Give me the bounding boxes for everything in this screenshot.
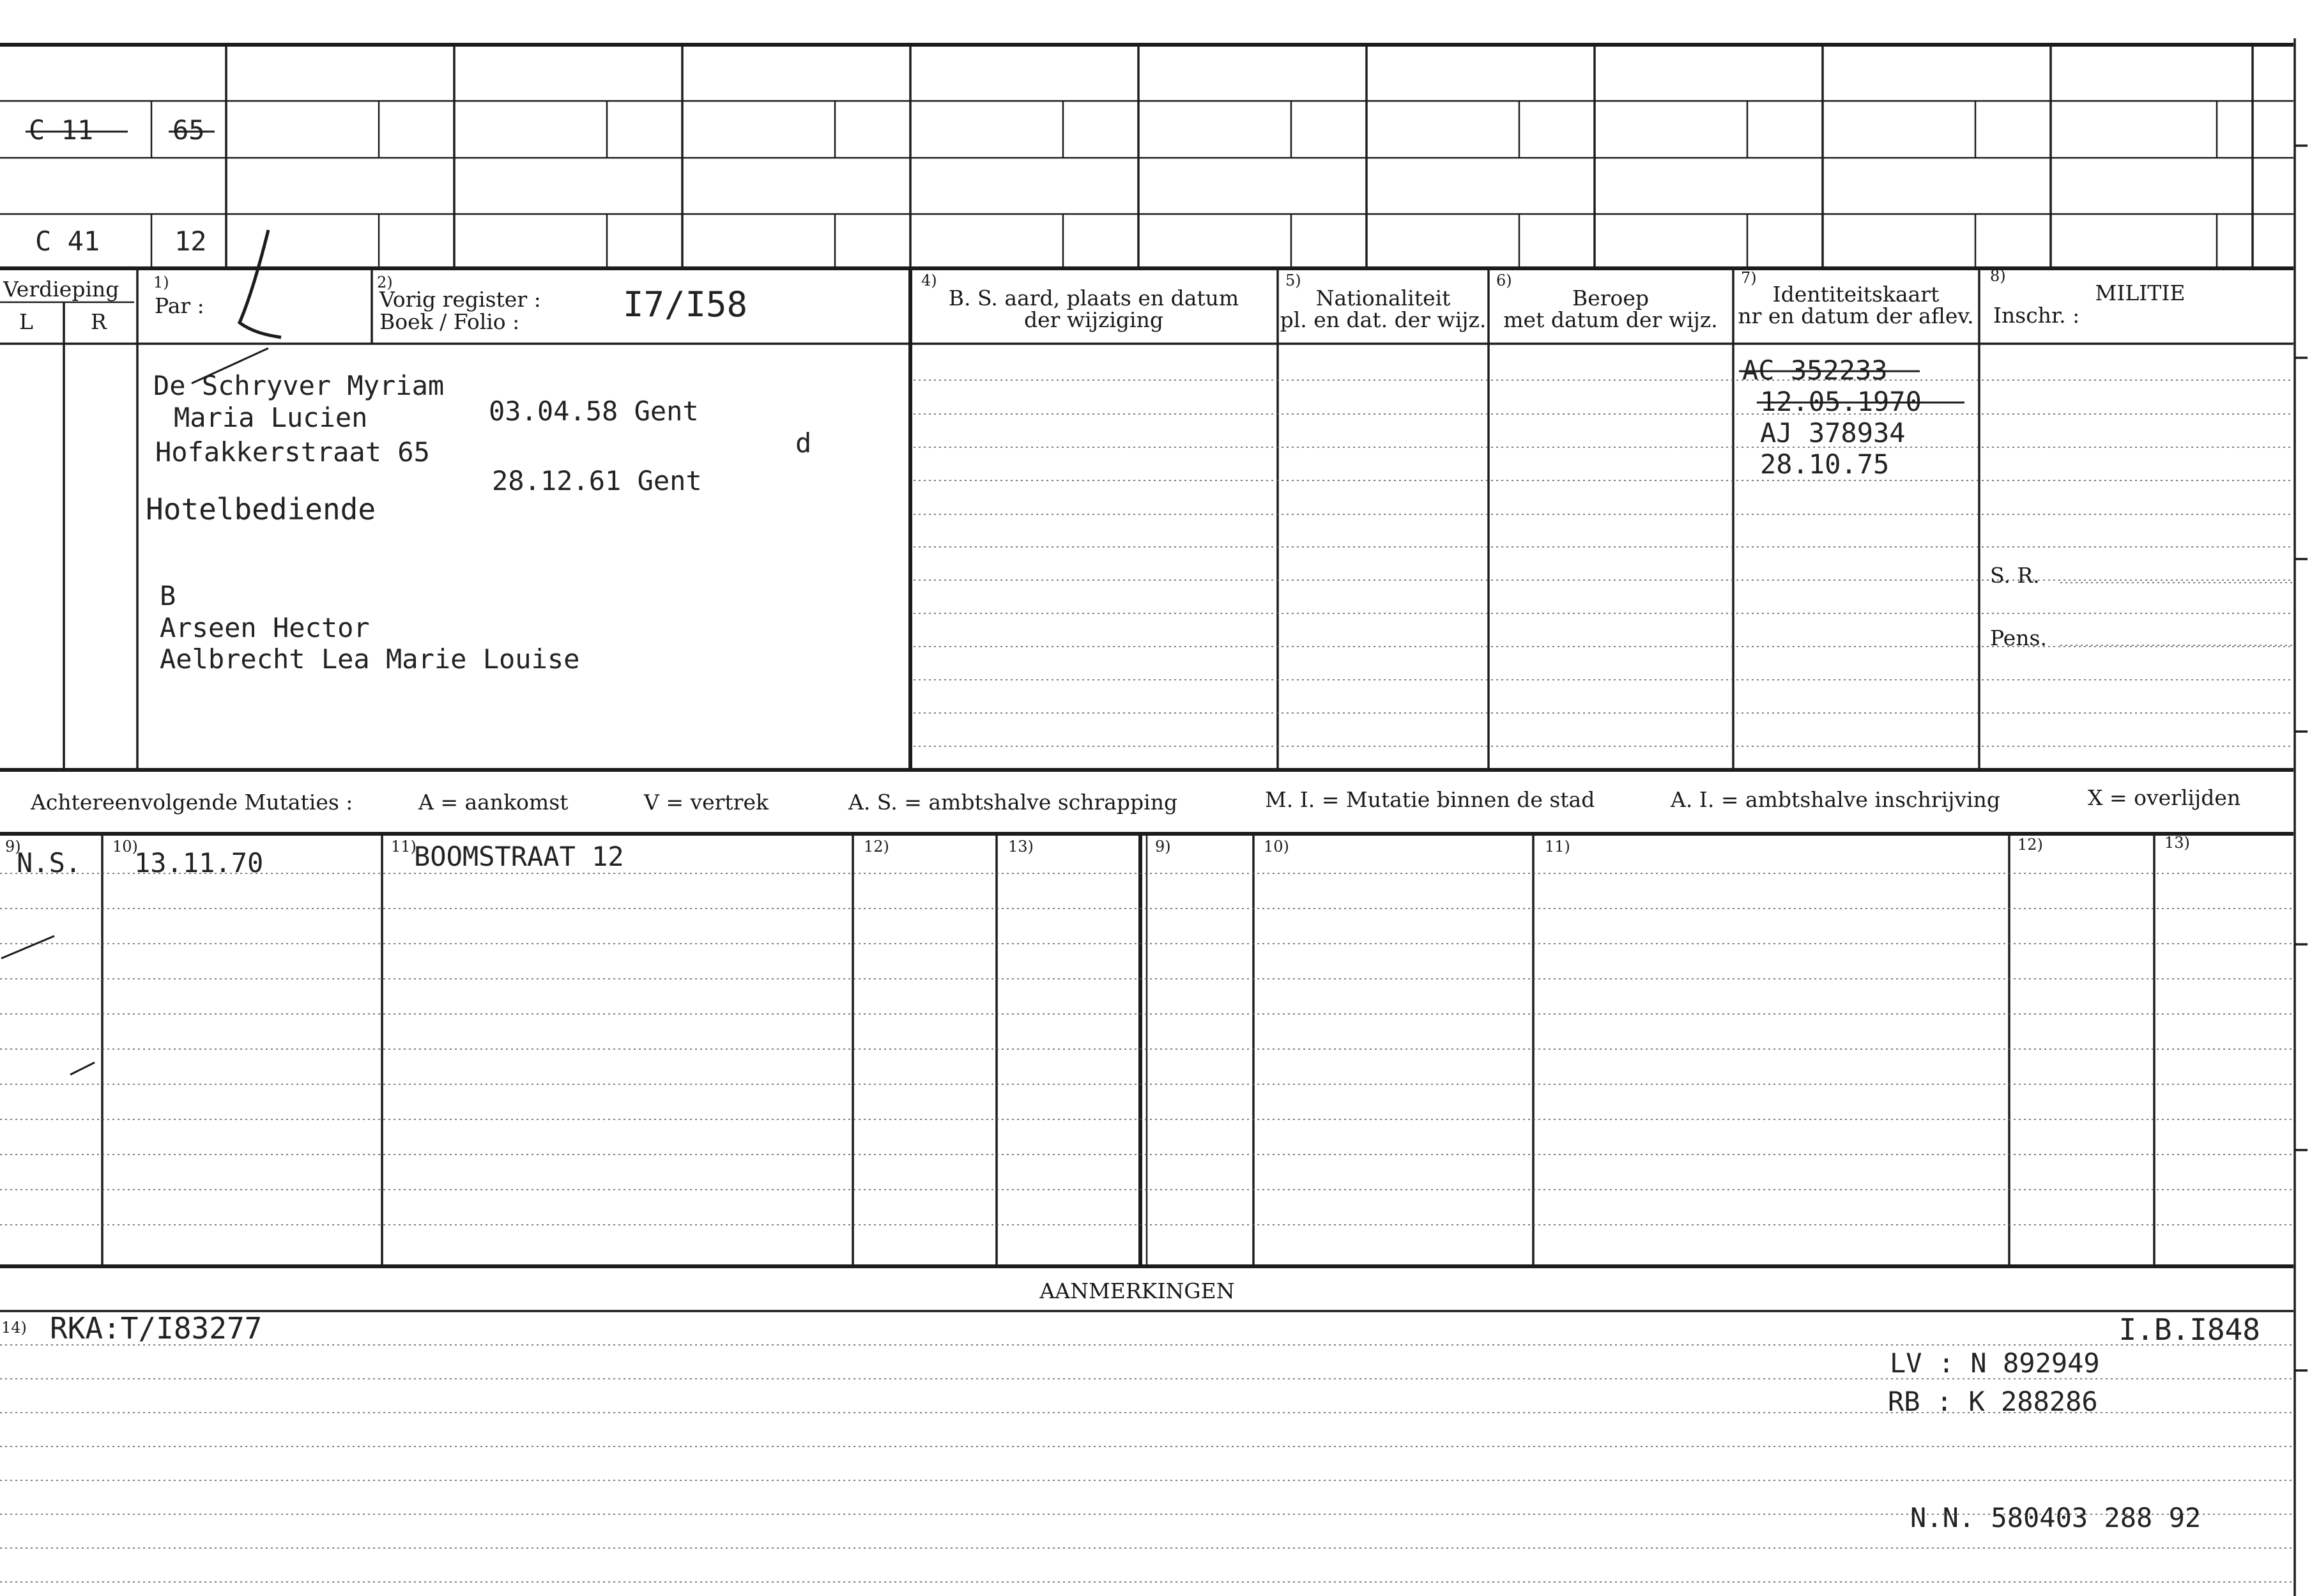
col-2-number: 2) bbox=[377, 273, 393, 291]
floor-right-label: R bbox=[91, 309, 107, 334]
mut-col-13b-number: 13) bbox=[2164, 834, 2190, 852]
id-card-date: 28.10.75 bbox=[1760, 449, 1890, 480]
floor-left-label: L bbox=[19, 309, 33, 334]
mut-col-10-number: 10) bbox=[112, 838, 138, 856]
parent-marker: B bbox=[160, 580, 176, 611]
nationaliteit-header-line2: pl. en dat. der wijz. bbox=[1280, 307, 1487, 332]
legend-vertrek: V = vertrek bbox=[644, 790, 769, 815]
old-code-c11: C 11 bbox=[29, 114, 94, 146]
mother-name: Aelbrecht Lea Marie Louise bbox=[160, 643, 580, 675]
id-card-number: AJ 378934 bbox=[1760, 417, 1906, 449]
remarks-ib: I.B.I848 bbox=[2118, 1312, 2260, 1347]
col-6-number: 6) bbox=[1496, 272, 1512, 289]
mut-col-11b-number: 11) bbox=[1545, 838, 1570, 856]
mut-col-10b-number: 10) bbox=[1264, 838, 1289, 856]
militie-header: MILITIE bbox=[2095, 280, 2186, 305]
col-5-number: 5) bbox=[1285, 272, 1301, 289]
status-marker: d bbox=[795, 427, 812, 459]
mut-col-12-number: 12) bbox=[864, 838, 889, 856]
verdieping-label: Verdieping bbox=[3, 277, 119, 302]
legend-mutatie-binnen-stad: M. I. = Mutatie binnen de stad bbox=[1265, 787, 1595, 812]
mut-col-13-number: 13) bbox=[1008, 838, 1034, 856]
second-date-place: 28.12.61 Gent bbox=[492, 465, 702, 496]
mut-col-11-number: 11) bbox=[391, 838, 417, 856]
legend-title: Achtereenvolgende Mutaties : bbox=[31, 790, 353, 815]
person-occupation: Hotelbediende bbox=[146, 492, 376, 526]
register-value: I7/I58 bbox=[623, 284, 748, 325]
code-grid bbox=[0, 45, 2293, 268]
col-4-number: 4) bbox=[921, 272, 937, 289]
right-border bbox=[2295, 38, 2308, 1596]
bs-header-line2: der wijziging bbox=[1024, 307, 1163, 332]
mutation-type: N.S. bbox=[17, 847, 82, 879]
id-card-date-old: 12.05.1970 bbox=[1760, 386, 1922, 417]
col-7-number: 7) bbox=[1741, 269, 1757, 287]
legend-ambtshalve-schrapping: A. S. = ambtshalve schrapping bbox=[848, 790, 1178, 815]
sr-label: S. R. bbox=[1990, 563, 2040, 588]
remarks-number: 14) bbox=[1, 1319, 27, 1337]
mutation-street: BOOMSTRAAT 12 bbox=[414, 841, 624, 872]
vorig-register-label: Vorig register : bbox=[379, 287, 541, 312]
remarks-rb: RB : K 288286 bbox=[1888, 1386, 2098, 1417]
person-name-line2: Maria Lucien bbox=[174, 402, 368, 433]
identiteitskaart-header-line2: nr en datum der aflev. bbox=[1738, 303, 1974, 328]
remarks-title: AANMERKINGEN bbox=[1039, 1278, 1235, 1303]
pens-label: Pens. bbox=[1990, 625, 2047, 650]
inschr-label: Inschr. : bbox=[1993, 303, 2080, 328]
person-name-line1: De Schryver Myriam bbox=[153, 370, 445, 401]
identiteitskaart-header-line1: Identiteitskaart bbox=[1772, 282, 1940, 307]
mutation-date: 13.11.70 bbox=[134, 847, 264, 879]
legend-aankomst: A = aankomst bbox=[418, 790, 569, 815]
bs-header-line1: B. S. aard, plaats en datum bbox=[948, 286, 1239, 311]
beroep-header-line1: Beroep bbox=[1572, 286, 1650, 311]
legend-overlijden: X = overlijden bbox=[2088, 785, 2241, 810]
person-address: Hofakkerstraat 65 bbox=[155, 436, 430, 468]
current-code-c41: C 41 bbox=[35, 226, 100, 257]
beroep-header-line2: met datum der wijz. bbox=[1503, 307, 1718, 332]
current-number-12: 12 bbox=[174, 226, 207, 257]
entry-ruling bbox=[914, 380, 2293, 746]
remarks-nn: N.N. 580403 288 92 bbox=[1910, 1502, 2201, 1533]
mut-col-9b-number: 9) bbox=[1155, 838, 1171, 856]
mut-col-12b-number: 12) bbox=[2017, 836, 2043, 854]
remarks-rka: RKA:T/I83277 bbox=[50, 1311, 263, 1346]
col-1-number: 1) bbox=[153, 273, 169, 291]
remarks-lv: LV : N 892949 bbox=[1890, 1347, 2100, 1379]
mutations-grid bbox=[0, 834, 2293, 1266]
id-card-number-old: AC 352233 bbox=[1742, 355, 1888, 386]
old-number-65: 65 bbox=[172, 114, 205, 146]
handwritten-mark bbox=[240, 230, 281, 337]
par-label: Par : bbox=[155, 293, 204, 318]
col-8-number: 8) bbox=[1990, 267, 2006, 285]
boek-folio-label: Boek / Folio : bbox=[379, 309, 520, 334]
father-name: Arseen Hector bbox=[160, 612, 370, 643]
birth-date-place: 03.04.58 Gent bbox=[489, 395, 699, 427]
remarks-ruling bbox=[0, 1345, 2293, 1582]
legend-ambtshalve-inschrijving: A. I. = ambtshalve inschrijving bbox=[1671, 787, 2001, 812]
nationaliteit-header-line1: Nationaliteit bbox=[1315, 286, 1451, 311]
mut-col-9-number: 9) bbox=[5, 838, 21, 856]
